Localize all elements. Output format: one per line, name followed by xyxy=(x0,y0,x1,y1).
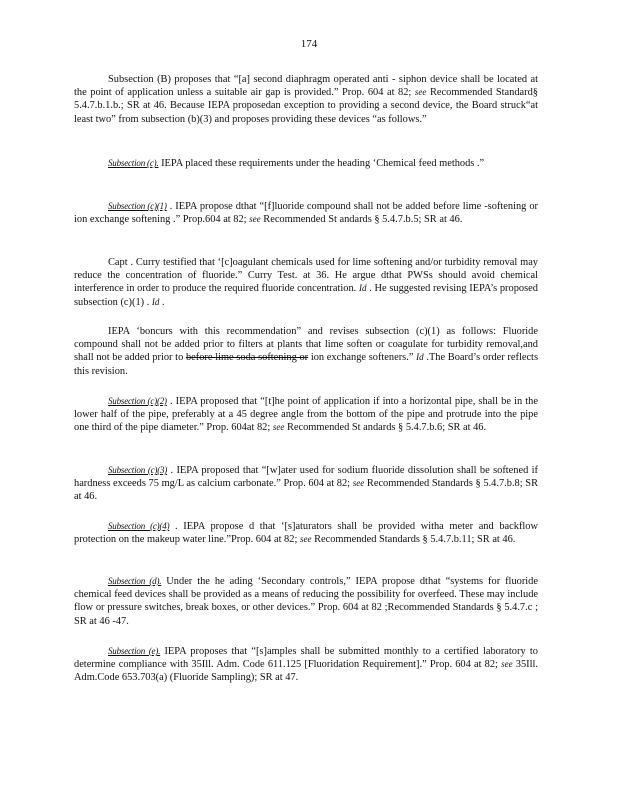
subsection-heading: Subsection (c)(3) xyxy=(108,465,168,475)
struck-text: before lime soda softening or xyxy=(185,352,309,364)
subsection-heading: Subsection (c)(1) xyxy=(108,201,167,211)
paragraph-curry-testimony: Capt . Curry testified that ‘[c]oagulant chemicals used for lime softening and/or turbidity removal may reduce the concentration of fluoride.” Curry Test. at 36. He argue dthat PWSs should avoid chemical interference in order to produce the required fluoride concentration. Id . He suggested revising IEPA’s proposed subsection (c)(1) . Id . xyxy=(74,257,538,308)
paragraph-subsection-c3: Subsection (c)(3) . IEPA proposed that “[w]ater used for sodium fluoride dissolution shall be softened if hardness exceeds 75 mg/L as calcium carbonate.” Prop. 604 at 82; see Recommended Standards § 5.4.7.b.8; SR at 46. xyxy=(74,465,539,503)
paragraph-subsection-b: Subsection (B) proposes that “[a] second diaphragm operated anti - siphon device shall be located at the point of application unless a suitable air gap is provided.” Prop. 604 at 82; see Recommended Standard§ 5.4.7.b.1.b.; SR at 46. Because IEPA proposedan exception to providing a second device, the Board struck“at least two” from subsection (b)(3) and proposes providing these devices “as follows.” xyxy=(74,74,538,125)
paragraph-subsection-c4: Subsection (c)(4) . IEPA propose d that ‘[s]aturators shall be provided witha meter and backflow protection on the makeup water line.”Prop. 604 at 82; see Recommended Standards § 5.4.7.b.11; SR at 46. xyxy=(74,521,538,546)
paragraph-subsection-d: Subsection (d). Under the he ading ‘Secondary controls,” IEPA propose dthat “systems for fluoride chemical feed devices shall be provided as a means of reducing the possibility for overfeed. These may include flow or pressure switches, break boxes, or other devices.” Prop. 604 at 82 ;Recommended Standards § 5.4.7.c ; SR at 46 -47. xyxy=(74,576,538,627)
subsection-heading: Subsection (d). xyxy=(108,576,162,586)
paragraph-subsection-c1: Subsection (c)(1) . IEPA propose dthat “[f]luoride compound shall not be added before lime -softening or ion exchange softening .” Prop.604 at 82; see Recommended St andards § 5.4.7.b.5; SR at 46. xyxy=(74,201,538,226)
paragraph-subsection-c2: Subsection (c)(2) . IEPA proposed that “[t]he point of application if into a horizontal pipe, shall be in the lower half of the pipe, preferably at a 45 degree angle from the bottom of the pipe and protrude into the pipe one third of the pipe diameter.” Prop. 604at 82; see Recommended St andards § 5.4.7.b.6; SR at 46. xyxy=(74,396,538,434)
paragraph-subsection-c: Subsection (c). IEPA placed these requirements under the heading ‘Chemical feed methods .” xyxy=(108,158,485,169)
paragraph-iepa-concurs: IEPA ‘boncurs with this recommendation” and revises subsection (c)(1) as follows: Fluoride compound shall not be added prior to filters at plants that lime soften or coagulate for turbidity removal,and shall not be added prior to before lime soda softening or ion exchange softeners.” Id .The Board’s order reflects this revision. xyxy=(74,326,538,377)
subsection-heading: Subsection (c). xyxy=(108,158,159,168)
paragraph-subsection-e: Subsection (e). IEPA proposes that “[s]amples shall be submitted monthly to a certified laboratory to determine compliance with 35Ill. Adm. Code 611.125 [Fluoridation Requirement].” Prop. 604 at 82; see 35Ill. Adm.Code 653.703(a) (Fluoride Sampling); SR at 47. xyxy=(74,646,538,684)
subsection-heading: Subsection (e). xyxy=(108,646,161,656)
subsection-heading: Subsection (c)(4) xyxy=(108,521,170,531)
subsection-heading: Subsection (c)(2) xyxy=(108,396,167,406)
page-number: 174 xyxy=(300,38,318,50)
